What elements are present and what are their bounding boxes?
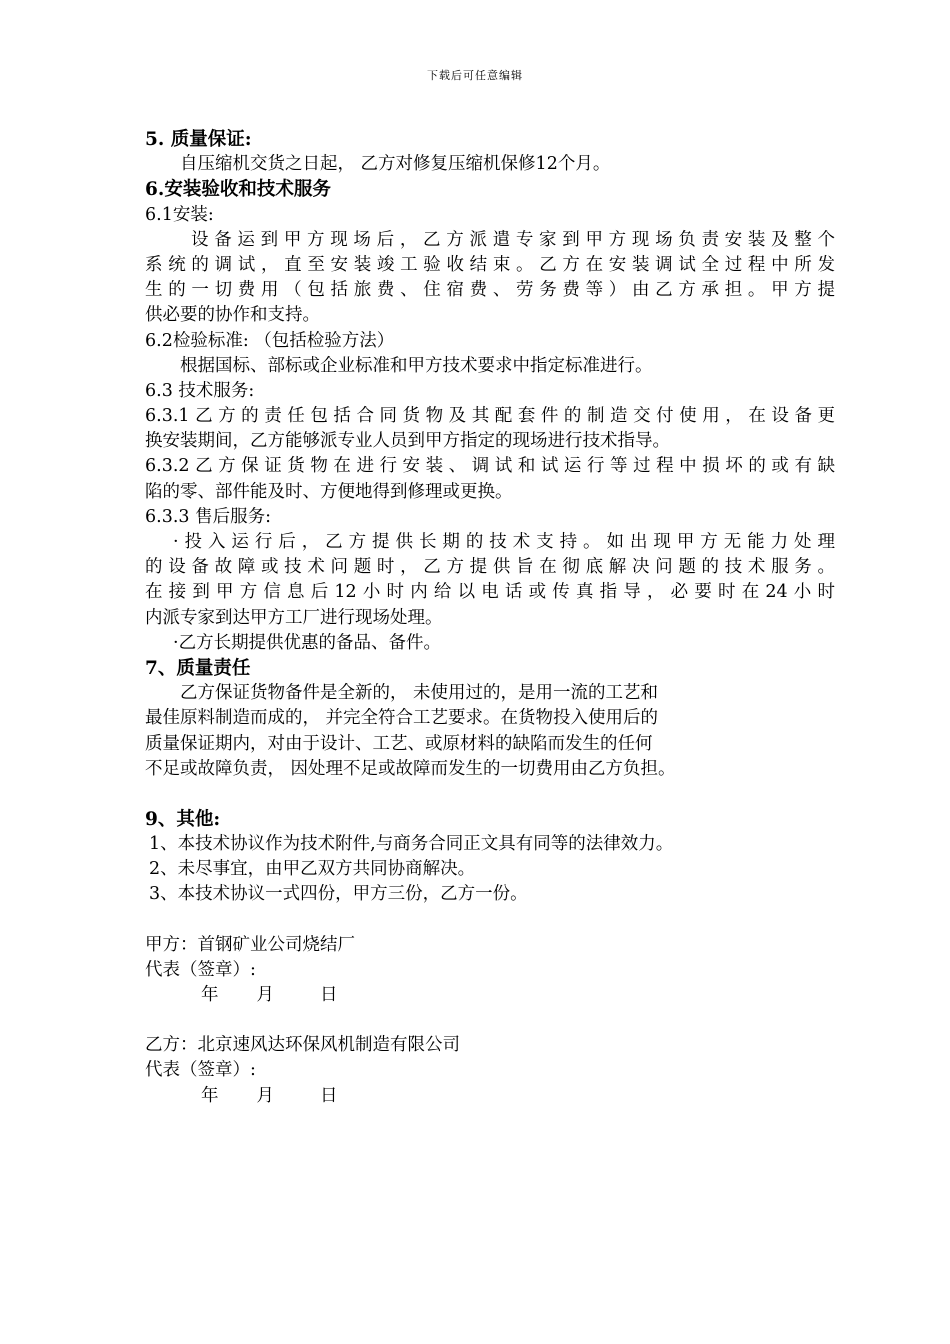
section-7-text-1: 乙方保证货物备件是全新的， 未使用过的，是用一流的工艺和 [180, 683, 659, 704]
section-6-3-3-text-4: 内派专家到达甲方工厂进行现场处理。 [145, 607, 443, 628]
section-9-item-3: 3、本技术协议一式四份，甲方三份，乙方一份。 [149, 884, 528, 905]
section-6-3-3-text-5: ·乙方长期提供优惠的备品、备件。 [173, 632, 442, 653]
section-6-1-text-1: 设备运到甲方现场后，乙方派遣专家到甲方现场负责安装及整个 [191, 229, 835, 250]
section-6-3-3-text-1: ·投入运行后，乙方提供长期的技术支持。如出现甲方无能力处理 [173, 532, 835, 552]
section-6-1-text-3: 生的一切费用（包括旅费、住宿费、劳务费等）由乙方承担。甲方提 [145, 280, 835, 301]
party-b-date [145, 1084, 835, 1109]
day-label: 日 [320, 1085, 338, 1106]
section-6-1-text-4: 供必要的协作和支持。 [145, 305, 320, 326]
section-5-text: 自压缩机交货之日起， 乙方对修复压缩机保修12个月。 [180, 154, 611, 175]
party-a-representative: 代表（签章）: [145, 959, 256, 980]
section-6-3-1-text-1: 6.3.1乙方的责任包括合同货物及其配套件的制造交付使用，在设备更 [145, 406, 835, 427]
month-label: 月 [256, 985, 274, 1005]
year-label: 年 [201, 1085, 219, 1106]
party-a-date [145, 983, 835, 1008]
party-b-name: 乙方：北京速风达环保风机制造有限公司 [145, 1035, 460, 1056]
section-7-text-4: 不足或故障负责， 因处理不足或故障而发生的一切费用由乙方负担。 [145, 758, 676, 779]
section-7-text-3: 质量保证期内，对由于设计、工艺、或原材料的缺陷而发生的任何 [145, 733, 653, 754]
year-label: 年 [201, 985, 219, 1005]
party-a-name: 甲方：首钢矿业公司烧结厂 [145, 934, 355, 955]
section-6-3-title: 6.3 技术服务: [145, 380, 255, 401]
section-9-title: 9、其他: [145, 808, 221, 830]
section-6-3-2-text-2: 陷的零、部件能及时、方便地得到修理或更换。 [145, 481, 513, 502]
section-7-title: 7、质量责任 [145, 657, 251, 679]
section-6-3-3-text-3: 在接到甲方信息后12小时内给以电话或传真指导，必要时在24小时 [145, 582, 835, 603]
section-6-2-text: 根据国标、部标或企业标准和甲方技术要求中指定标准进行。 [180, 355, 653, 376]
section-9-item-2: 2、未尽事宜，由甲乙双方共同协商解决。 [149, 859, 476, 880]
section-7-text-2: 最佳原料制造而成的， 并完全符合工艺要求。在货物投入使用后的 [145, 708, 659, 729]
section-6-3-1-text-2: 换安装期间，乙方能够派专业人员到甲方指定的现场进行技术指导。 [145, 431, 670, 452]
page-header: 下载后可任意编辑 [427, 69, 523, 82]
spacer [145, 908, 835, 933]
section-6-1-text-2: 系统的调试，直至安装竣工验收结束。乙方在安装调试全过程中所发 [145, 254, 835, 275]
section-9-item-1: 1、本技术协议作为技术附件,与商务合同正文具有同等的法律效力。 [149, 834, 674, 855]
section-5-title: 5. 质量保证: [145, 129, 252, 150]
section-6-3-3-text-2: 的设备故障或技术问题时，乙方提供旨在彻底解决问题的技术服务。 [145, 557, 835, 578]
party-b-representative: 代表（签章）: [145, 1060, 256, 1081]
section-6-2-title: 6.2检验标准: （包括检验方法） [145, 330, 395, 351]
spacer [145, 782, 835, 807]
month-label: 月 [256, 1085, 274, 1106]
spacer [145, 1008, 835, 1033]
section-6-3-2-text-1: 6.3.2乙方保证货物在进行安装、调试和试运行等过程中损坏的或有缺 [145, 456, 835, 477]
section-6-1-title: 6.1安装: [145, 204, 214, 225]
day-label: 日 [320, 985, 338, 1005]
section-6-title: 6.安装验收和技术服务 [145, 179, 331, 201]
document-body [145, 127, 835, 1109]
section-6-3-3-title: 6.3.3 售后服务: [145, 506, 271, 527]
